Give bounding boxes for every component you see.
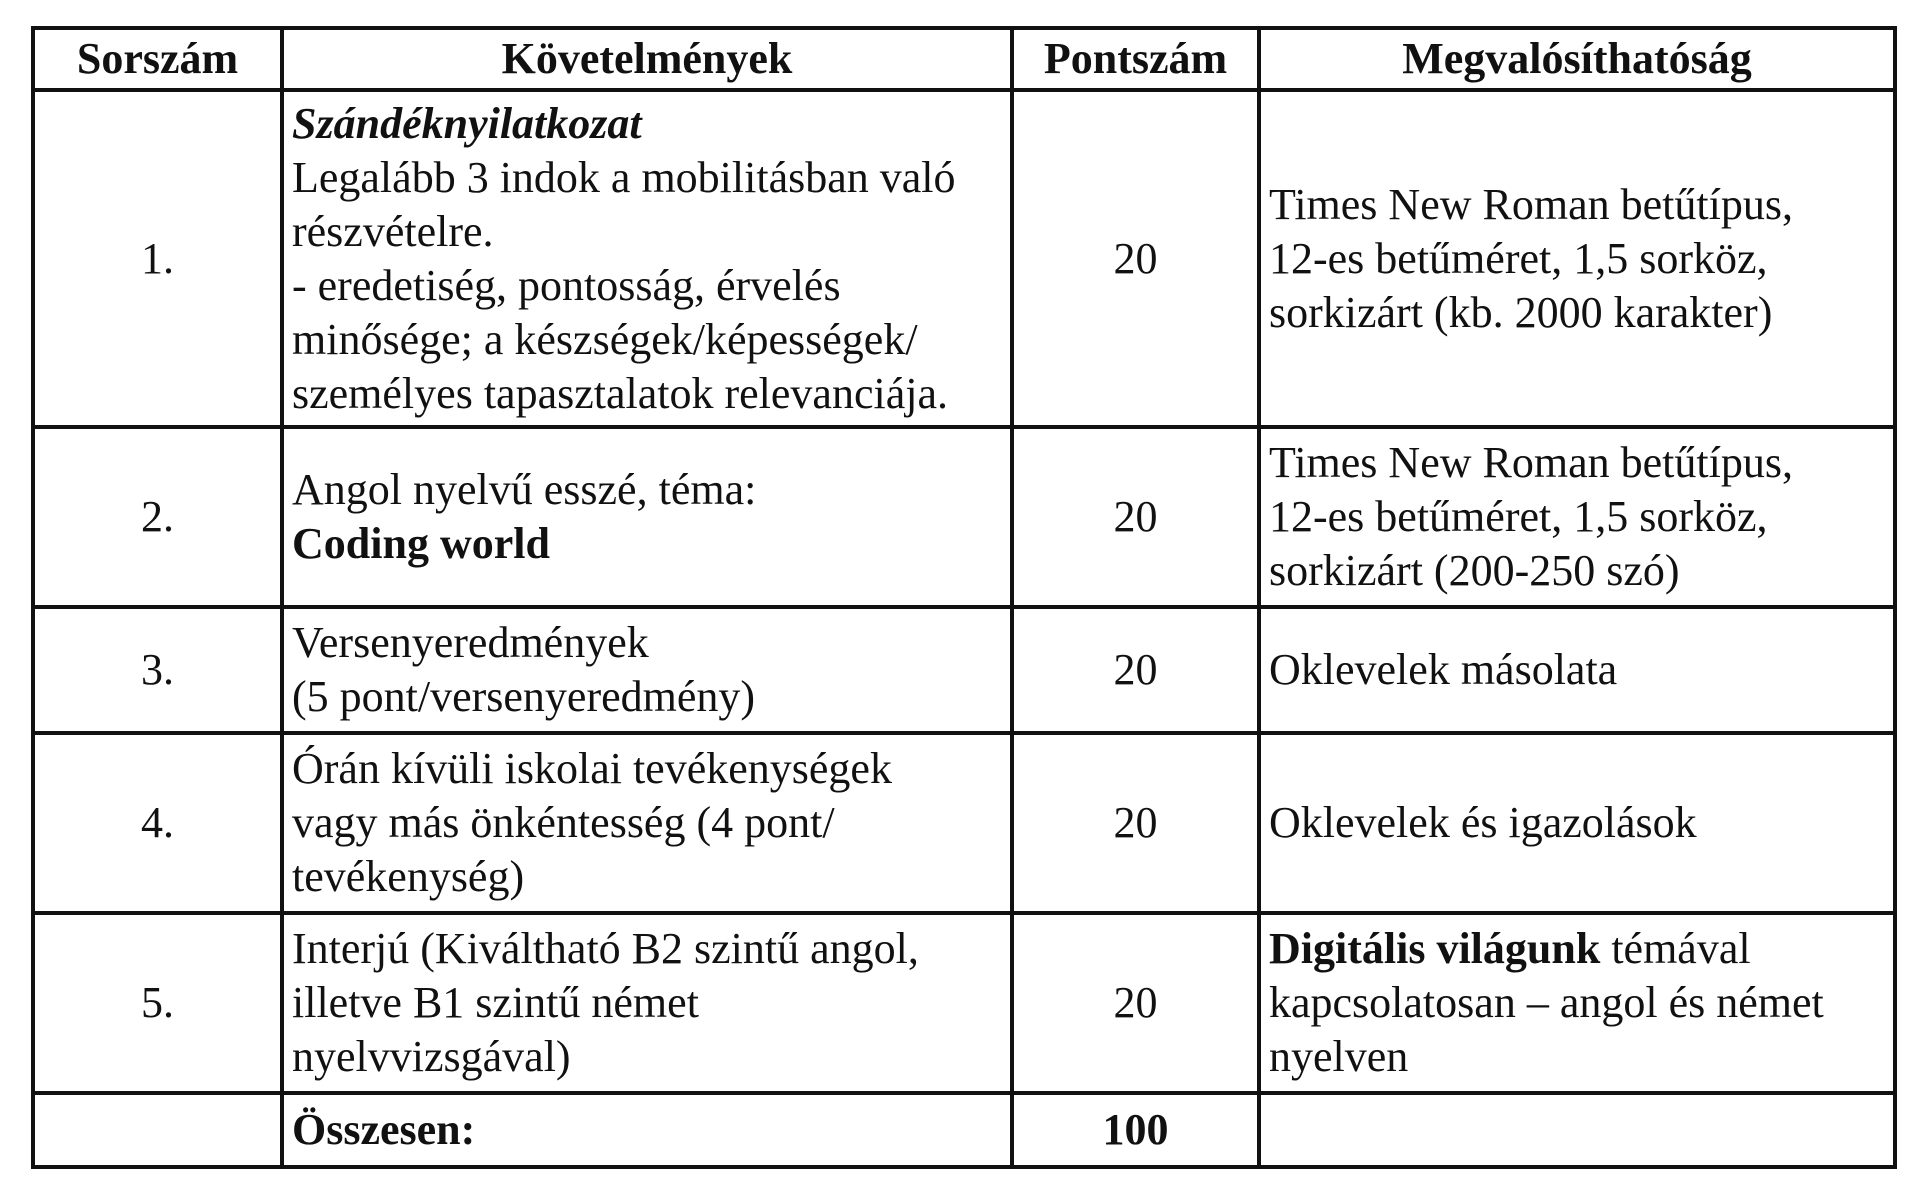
essay-topic: Coding world xyxy=(292,519,550,568)
total-row xyxy=(33,1093,1895,1167)
requirement-cell xyxy=(282,733,1012,913)
table-row xyxy=(33,90,1895,427)
requirement-line: (5 pont/versenyeredmény) xyxy=(292,672,756,721)
feasibility-cell xyxy=(1259,733,1895,913)
feasibility-line: sorkizárt (200-250 szó) xyxy=(1269,546,1680,595)
points-cell: 20 xyxy=(1012,427,1259,607)
points-cell: 20 xyxy=(1012,90,1259,427)
requirement-line: Legalább 3 indok a mobilitásban való xyxy=(292,152,956,202)
feasibility-line-first xyxy=(1269,922,1885,976)
feasibility-line: 12-es betűméret, 1,5 sorköz, xyxy=(1269,233,1768,283)
feasibility-cell xyxy=(1259,607,1895,733)
row-number: 1. xyxy=(33,90,282,427)
requirement-title: Szándéknyilatkozat xyxy=(292,98,642,148)
feasibility-line: Times New Roman betűtípus, xyxy=(1269,179,1793,229)
interview-topic: Digitális világunk xyxy=(1269,924,1601,973)
feasibility-line: sorkizárt (kb. 2000 karakter) xyxy=(1269,287,1773,337)
feasibility-line: Oklevelek és igazolások xyxy=(1269,798,1697,847)
header-requirements: Követelmények xyxy=(282,28,1012,90)
requirement-cell xyxy=(282,607,1012,733)
requirement-line: vagy más önkéntesség (4 pont/ xyxy=(292,798,835,847)
points-cell: 20 xyxy=(1012,607,1259,733)
requirements-table xyxy=(31,26,1897,1169)
feasibility-line: 12-es betűméret, 1,5 sorköz, xyxy=(1269,492,1768,541)
feasibility-line: nyelven xyxy=(1269,1032,1409,1081)
header-number: Sorszám xyxy=(33,28,282,90)
requirement-line: tevékenység) xyxy=(292,852,525,901)
points-cell: 20 xyxy=(1012,913,1259,1093)
requirement-line: személyes tapasztalatok relevanciája. xyxy=(292,368,948,418)
requirement-line: Angol nyelvű esszé, téma: xyxy=(292,465,757,514)
feasibility-cell xyxy=(1259,913,1895,1093)
requirement-line: - eredetiség, pontosság, érvelés xyxy=(292,260,841,310)
total-label: Összesen: xyxy=(282,1093,1012,1167)
requirement-cell xyxy=(282,913,1012,1093)
feasibility-line-rest: témával xyxy=(1600,924,1751,973)
requirement-line: Interjú (Kiváltható B2 szintű angol, xyxy=(292,924,919,973)
header-feasibility: Megvalósíthatóság xyxy=(1259,28,1895,90)
feasibility-cell xyxy=(1259,427,1895,607)
total-empty-cell xyxy=(33,1093,282,1167)
requirement-line: részvételre. xyxy=(292,206,494,256)
table-row xyxy=(33,607,1895,733)
total-points: 100 xyxy=(1012,1093,1259,1167)
table-row xyxy=(33,913,1895,1093)
feasibility-line: Times New Roman betűtípus, xyxy=(1269,438,1793,487)
requirement-cell xyxy=(282,90,1012,427)
row-number: 2. xyxy=(33,427,282,607)
feasibility-cell xyxy=(1259,90,1895,427)
requirement-line: minősége; a készségek/képességek/ xyxy=(292,314,918,364)
requirement-line: nyelvvizsgával) xyxy=(292,1032,571,1081)
row-number: 3. xyxy=(33,607,282,733)
requirement-line: Órán kívüli iskolai tevékenységek xyxy=(292,744,892,793)
total-empty-cell xyxy=(1259,1093,1895,1167)
requirement-cell xyxy=(282,427,1012,607)
feasibility-line: Oklevelek másolata xyxy=(1269,645,1618,694)
requirement-line: illetve B1 szintű német xyxy=(292,978,699,1027)
table-row xyxy=(33,733,1895,913)
header-row xyxy=(33,28,1895,90)
feasibility-line: kapcsolatosan – angol és német xyxy=(1269,978,1824,1027)
header-points: Pontszám xyxy=(1012,28,1259,90)
requirement-line: Versenyeredmények xyxy=(292,618,649,667)
points-cell: 20 xyxy=(1012,733,1259,913)
row-number: 5. xyxy=(33,913,282,1093)
row-number: 4. xyxy=(33,733,282,913)
table-row xyxy=(33,427,1895,607)
